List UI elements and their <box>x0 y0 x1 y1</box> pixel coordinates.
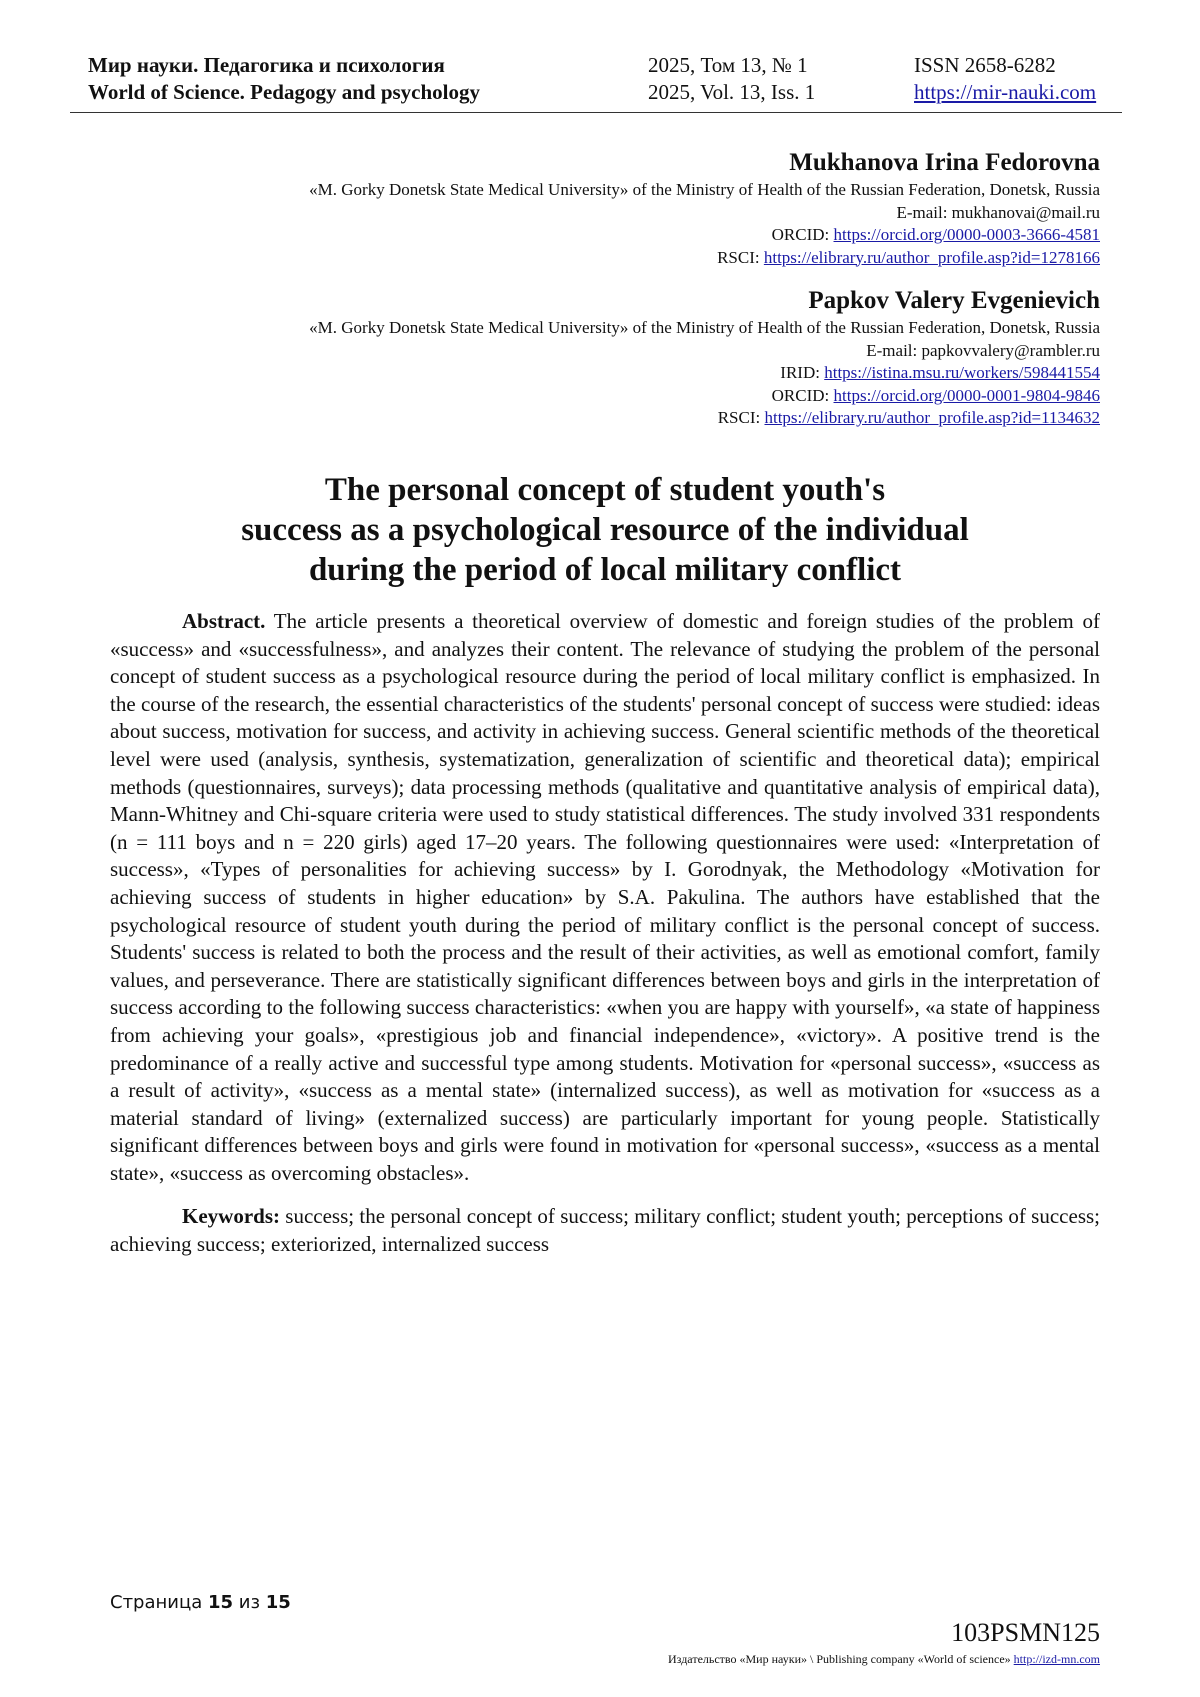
author-name: Papkov Valery Evgenievich <box>808 287 1100 314</box>
author-block-1 <box>110 147 1100 269</box>
journal-header <box>70 52 1122 113</box>
journal-title-ru: Мир науки. Педагогика и психология <box>88 53 445 77</box>
author-rsci <box>110 247 1100 270</box>
title-line: The personal concept of student youth's <box>324 472 886 508</box>
irid-link[interactable]: https://istina.msu.ru/workers/598441554 <box>824 363 1100 382</box>
abstract-paragraph <box>110 608 1100 1187</box>
issue-en: 2025, Vol. 13, Iss. 1 <box>648 80 816 104</box>
keywords-text: success; the personal concept of success; military conflict; student youth; perceptions of success; achieving success; exteriorized, internalized success <box>110 1204 1100 1257</box>
issn: ISSN 2658-6282 <box>914 53 1056 77</box>
orcid-label: ORCID: <box>771 385 834 405</box>
page-total: 15 <box>265 1592 291 1613</box>
publisher-link[interactable]: http://izd-mn.com <box>1013 1652 1100 1666</box>
journal-site-link[interactable]: https://mir-nauki.com <box>914 80 1097 104</box>
page-current: 15 <box>207 1592 234 1613</box>
author-rsci <box>110 407 1100 430</box>
keywords-label: Keywords: <box>182 1204 280 1229</box>
orcid-link[interactable]: https://orcid.org/0000-0003-3666-4581 <box>833 225 1100 244</box>
title-line: during the period of local military conflict <box>308 552 902 588</box>
page-word: Страница <box>110 1592 208 1613</box>
author-block-2 <box>110 285 1100 430</box>
publisher-line <box>668 1652 1100 1667</box>
author-orcid <box>110 224 1100 247</box>
journal-title-en: World of Science. Pedagogy and psychology <box>88 80 481 104</box>
issue-ru: 2025, Том 13, № 1 <box>648 53 808 77</box>
author-affiliation: «M. Gorky Donetsk State Medical University» of the Ministry of Health of the Russian Federation, Donetsk, Russia <box>309 318 1100 337</box>
author-irid <box>110 362 1100 385</box>
journal-title-block <box>88 52 480 106</box>
author-orcid <box>110 385 1100 408</box>
publisher-text: Издательство «Мир науки» \ Publishing company «World of science» <box>668 1652 1014 1666</box>
keywords-paragraph <box>110 1203 1100 1258</box>
author-email: E-mail: mukhanovai@mail.ru <box>896 202 1100 222</box>
author-email: E-mail: papkovvalery@rambler.ru <box>866 340 1100 360</box>
rsci-link[interactable]: https://elibrary.ru/author_profile.asp?id=1134632 <box>764 408 1100 427</box>
authors-section <box>110 147 1100 430</box>
abstract-section <box>110 608 1100 1259</box>
title-line: success as a psychological resource of the individual <box>241 512 969 548</box>
page-counter <box>110 1592 291 1613</box>
irid-label: IRID: <box>780 363 825 382</box>
issn-block <box>914 52 1096 106</box>
rsci-link[interactable]: https://elibrary.ru/author_profile.asp?id=1278166 <box>763 247 1100 267</box>
abstract-label: Abstract. <box>182 609 266 633</box>
abstract-text: The article presents a theoretical overview of domestic and foreign studies of the problem of «success» and «successfulness», and analyzes their content. The relevance of studying the problem of the personal concept of student success as a psychological resource during the period of local military conflict is emphasized. In the course of the research, the essential characteristics of the students' personal concept of success were studied: ideas about success, motivation for success, and activity in achieving success. General scientific methods of the theoretical level were used (analysis, synthesis, systematization, generalization of scientific and theoretical data); empirical methods (questionnaires, surveys); data processing methods (qualitative and quantitative analysis of empirical data), Mann-Whitney and Chi-square criteria were used to study statistical differences. The study involved 331 respondents (n = 111 boys and n = 220 girls) aged 17–20 years. The following questionnaires were used: «Interpretation of success», «Types of personalities for achieving success» by I. Gorodnyak, the Methodology «Motivation for achieving success of students in higher education» by S.A. Pakulina. The authors have established that the psychological resource of student youth during the period of military conflict is the personal concept of success. Students' success is related to both the process and the result of their activities, as well as emotional comfort, family values, and perseverance. There are statistically significant differences between boys and girls in the interpretation of success according to the following success characteristics: «when you are happy with yourself», «a state of happiness from achieving your goals», «prestigious job and financial independence», «victory». A positive trend is the predominance of a really active and successful type among students. Motivation for «personal success», «success as a result of activity», «success as a mental state» (internalized success), as well as motivation for «success as a material standard of living» (externalized success) are particularly important for young people. Statistically significant differences between boys and girls were found in motivation for «personal success», «success as a mental state», «success as overcoming obstacles». <box>110 609 1100 1185</box>
article-title <box>110 470 1100 590</box>
issue-block <box>648 52 815 106</box>
orcid-label: ORCID: <box>771 225 834 244</box>
rsci-label: RSCI: <box>717 408 765 427</box>
author-name: Mukhanova Irina Fedorovna <box>789 149 1100 176</box>
orcid-link[interactable]: https://orcid.org/0000-0001-9804-9846 <box>833 385 1100 405</box>
author-affiliation: «M. Gorky Donetsk State Medical University» of the Ministry of Health of the Russian Federation, Donetsk, Russia <box>309 180 1100 199</box>
page-of: из <box>233 1592 266 1613</box>
article-code: 103PSMN125 <box>951 1618 1100 1647</box>
rsci-label: RSCI: <box>717 247 764 267</box>
